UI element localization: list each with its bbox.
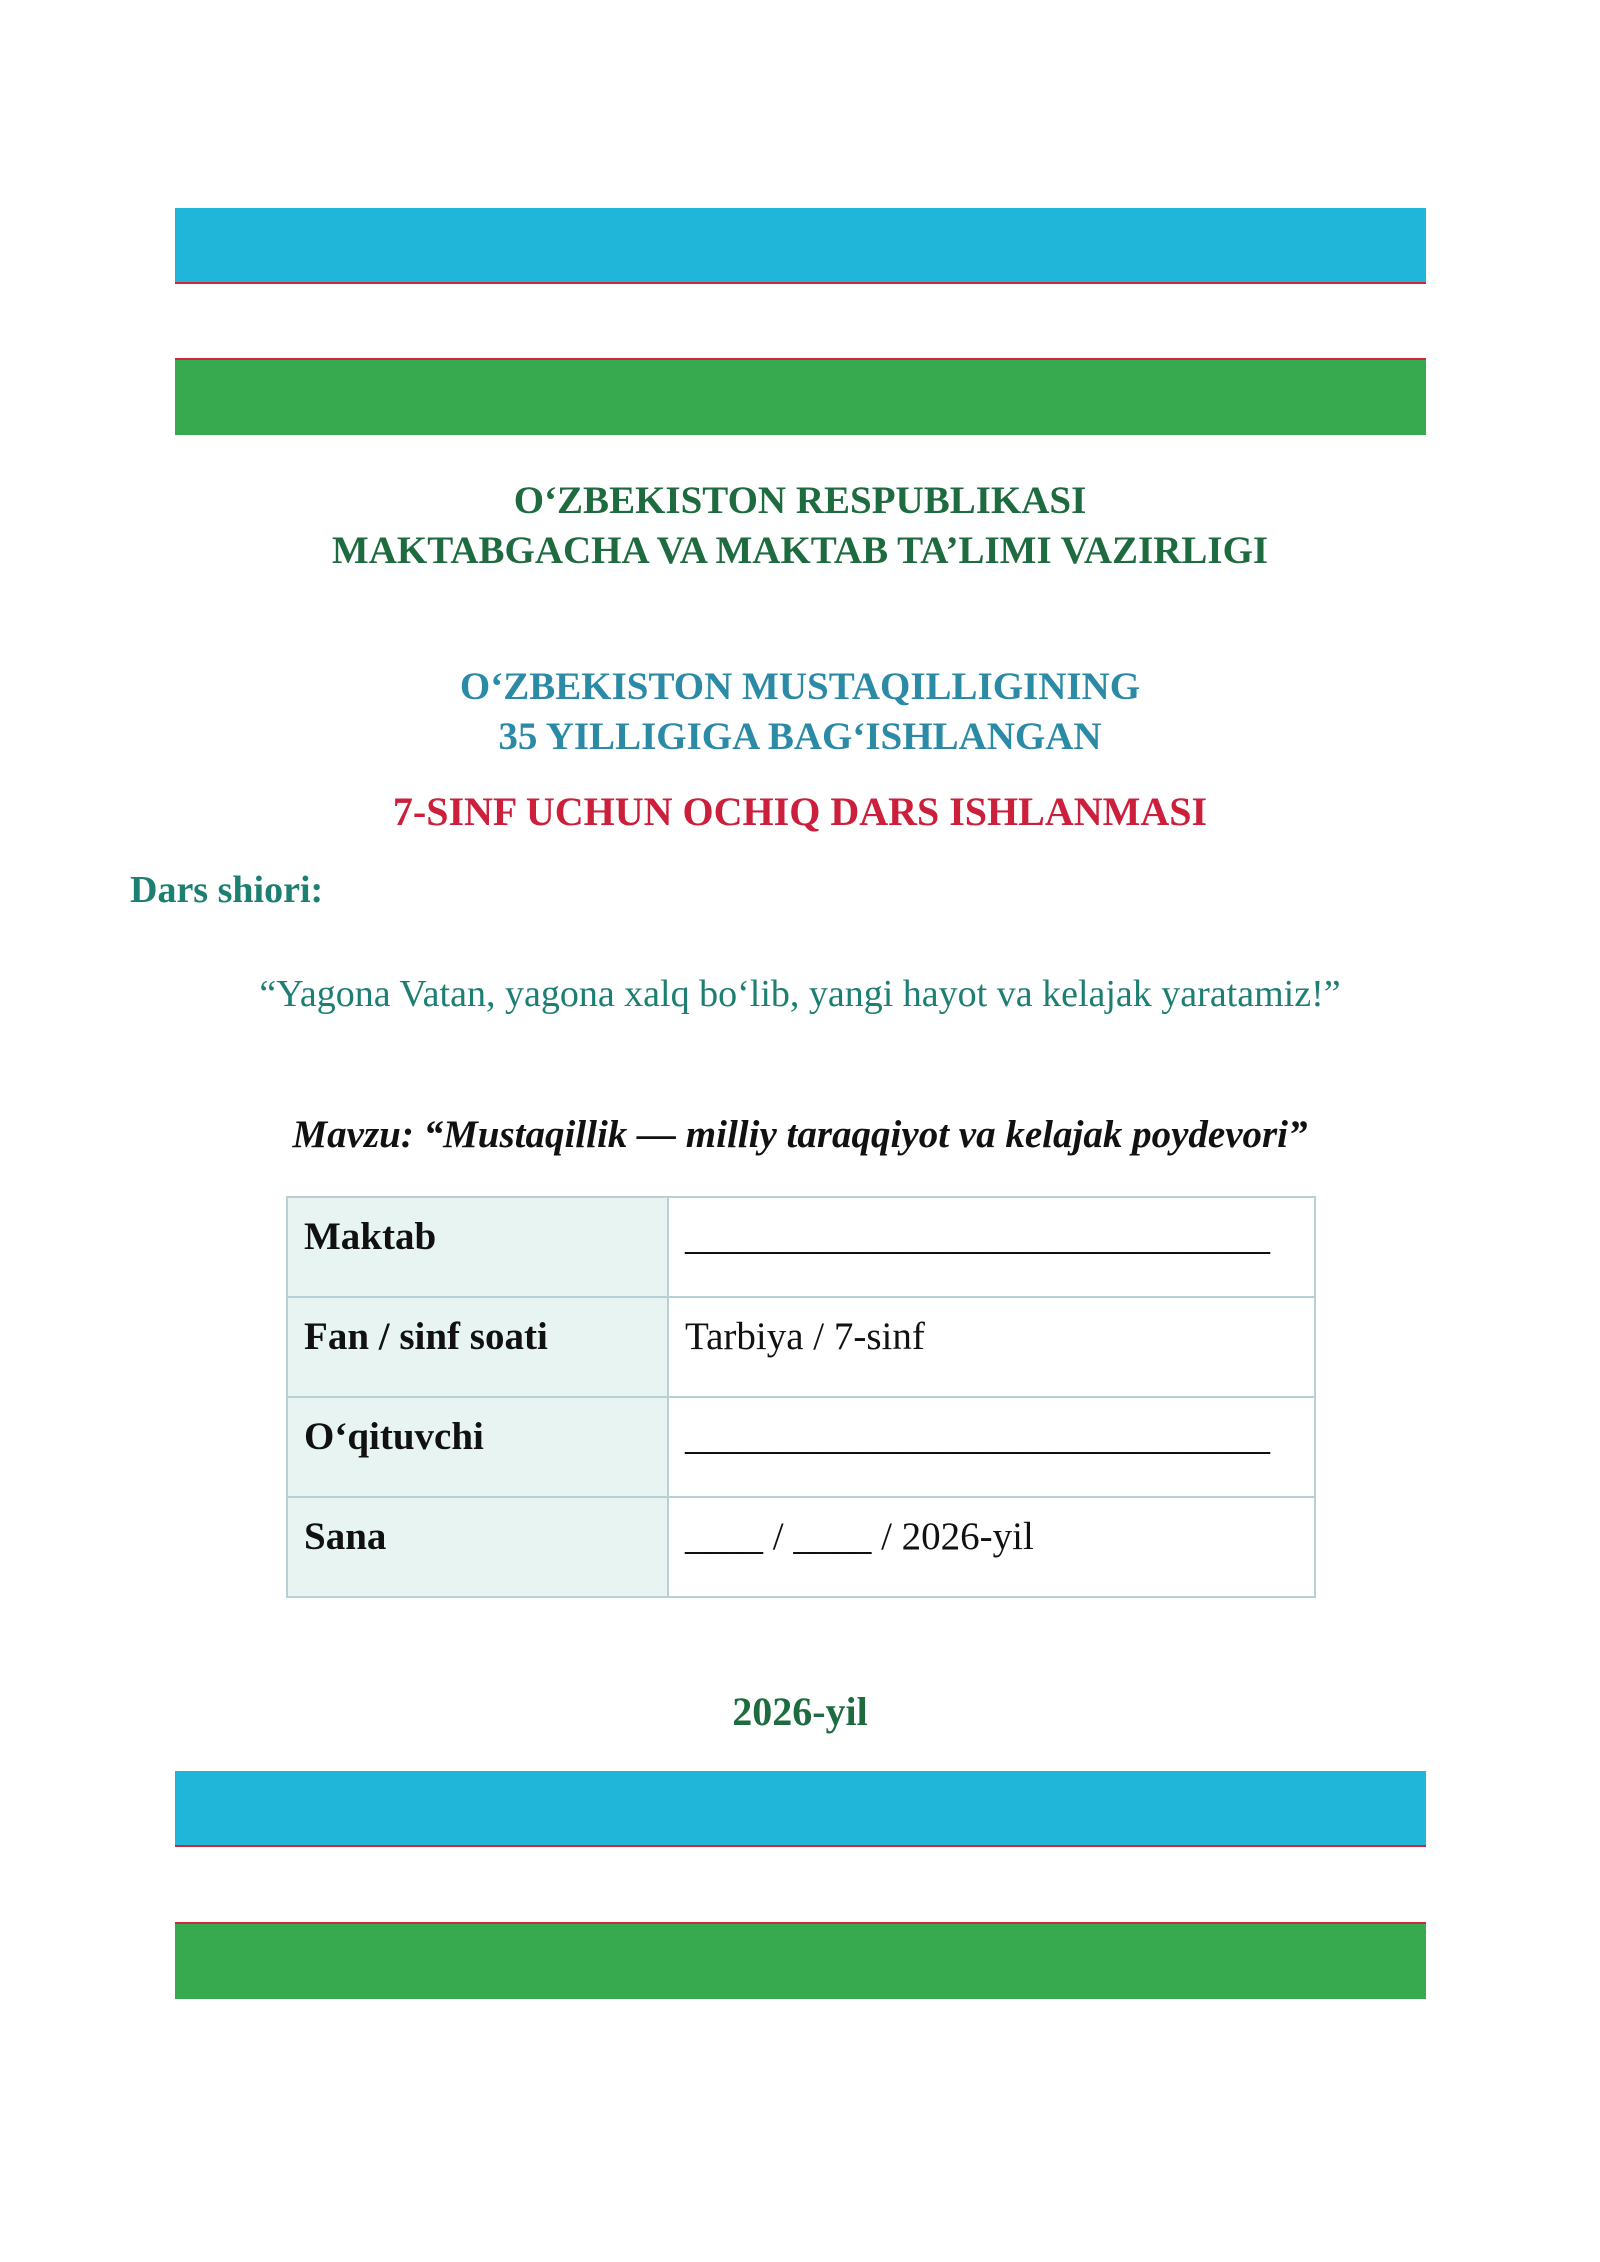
flag-blue-stripe-top: [175, 208, 1426, 282]
table-row: [287, 1197, 1315, 1297]
row-label-subject: Fan / sinf soati: [287, 1297, 668, 1397]
table-row: [287, 1297, 1315, 1397]
flag-green-stripe-top: [175, 360, 1426, 435]
row-value-date: ____ / ____ / 2026-yil: [668, 1497, 1315, 1597]
row-label-teacher: O‘qituvchi: [287, 1397, 668, 1497]
slogan-label: Dars shiori:: [130, 869, 324, 911]
flag-red-line-top-1: [175, 282, 1426, 284]
flag-blue-stripe-bottom: [175, 1771, 1426, 1845]
dedication-heading: [0, 662, 1600, 762]
lesson-title: 7-SINF UCHUN OCHIQ DARS ISHLANMASI: [392, 789, 1208, 834]
table-row: [287, 1397, 1315, 1497]
row-label-date: Sana: [287, 1497, 668, 1597]
row-value-teacher: ______________________________: [668, 1397, 1315, 1497]
flag-red-line-bottom-1: [175, 1845, 1426, 1847]
row-label-school: Maktab: [287, 1197, 668, 1297]
row-value-school: ______________________________: [668, 1197, 1315, 1297]
dedication-line-2: 35 YILLIGIGA BAG‘ISHLANGAN: [498, 715, 1102, 758]
lesson-topic: Mavzu: “Mustaqillik — milliy taraqqiyot va kelajak poydevori”: [292, 1113, 1308, 1156]
ministry-heading: [0, 476, 1600, 576]
row-value-subject: Tarbiya / 7-sinf: [668, 1297, 1315, 1397]
footer-year: 2026-yil: [732, 1689, 868, 1734]
flag-green-stripe-bottom: [175, 1924, 1426, 1999]
slogan-text: “Yagona Vatan, yagona xalq bo‘lib, yangi hayot va kelajak yaratamiz!”: [259, 973, 1341, 1015]
ministry-line-2: MAKTABGACHA VA MAKTAB TA’LIMI VAZIRLIGI: [331, 529, 1269, 572]
lesson-info-table: [286, 1196, 1316, 1598]
table-row: [287, 1497, 1315, 1597]
dedication-line-1: O‘ZBEKISTON MUSTAQILLIGINING: [459, 665, 1141, 708]
ministry-line-1: O‘ZBEKISTON RESPUBLIKASI: [513, 479, 1087, 522]
